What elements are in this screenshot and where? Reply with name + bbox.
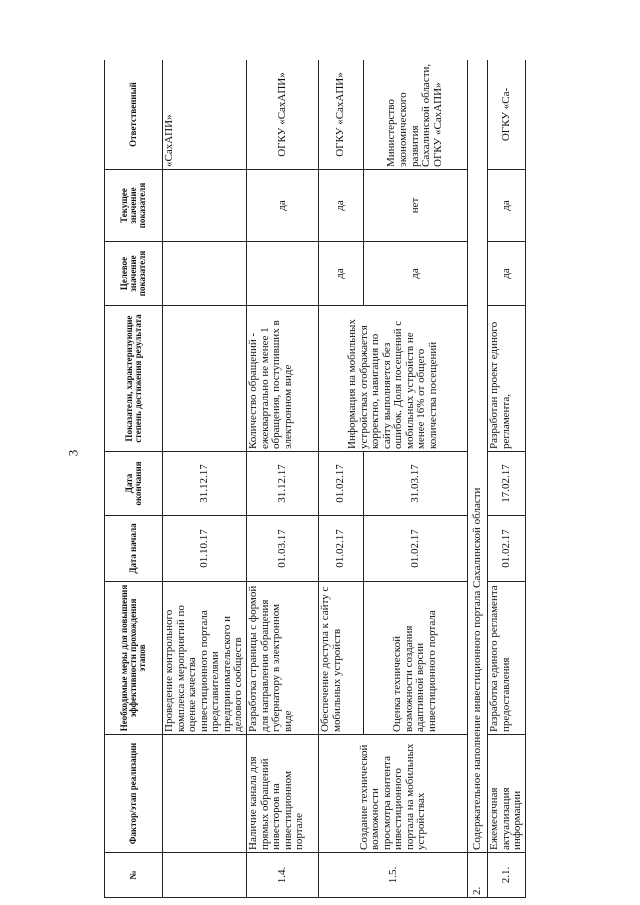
header-responsible: Ответственный <box>105 60 163 170</box>
page-number <box>66 0 80 905</box>
header-num: № <box>105 853 163 898</box>
row15a-target: да <box>319 242 363 306</box>
row0-indicators <box>163 306 247 452</box>
row15a-start: 01.02.17 <box>319 516 363 582</box>
row15b-target: да <box>363 242 467 306</box>
row15a-end: 01.02.17 <box>319 452 363 516</box>
row0-current <box>163 170 247 242</box>
header-row <box>105 60 163 898</box>
row15a-current: да <box>319 170 363 242</box>
header-target: Целевое значение показателя <box>105 242 163 306</box>
header-end: Дата окончания <box>105 452 163 516</box>
row21-num: 2.1. <box>488 853 526 898</box>
row14-num: 1.4. <box>247 853 319 898</box>
row15-indicators: Информация на мобильных устройствах отображается корректно, навигация по сайту выполняется без ошибок. Доля посещений с мобильных устройств не менее 16% от общего количества посещений <box>319 306 468 452</box>
row21-measures: Разработка единого регламента предоставления <box>488 582 526 735</box>
header-factor: Фактор/этап реализации <box>105 735 163 853</box>
row14-start: 01.03.17 <box>247 516 319 582</box>
row0-target <box>163 242 247 306</box>
header-indicators: Показатели, характеризующие степень достижения результата <box>105 306 163 452</box>
row15-num: 1.5. <box>319 853 468 898</box>
row0-end: 31.12.17 <box>163 452 247 516</box>
row15b-measures: Оценка технической возможности создания адаптивной версии инвестиционного портала <box>363 582 467 735</box>
row21-indicators: Разработан проект единого регламента, <box>488 306 526 452</box>
row15b-current: нет <box>363 170 467 242</box>
row14-target <box>247 242 319 306</box>
row15b-start: 01.02.17 <box>363 516 467 582</box>
row21-end: 17.02.17 <box>488 452 526 516</box>
row0-num <box>163 853 247 898</box>
table-row <box>163 60 247 898</box>
row14-current: да <box>247 170 319 242</box>
row0-start: 01.10.17 <box>163 516 247 582</box>
row15a-measures: Обеспечение доступа к сайту с мобильных устройств <box>319 582 363 735</box>
header-measures: Необходимые меры для повышения эффективности прохождения этапов <box>105 582 163 735</box>
section2-num: 2. <box>468 853 488 898</box>
row14-measures: Разработка страницы с формой для направления обращения губернатору в электронном виде <box>247 582 319 735</box>
row21-target: да <box>488 242 526 306</box>
row21-factor: Ежемесячная актуализация информации <box>488 735 526 853</box>
page-number-text: 3 <box>65 449 80 456</box>
row21-current: да <box>488 170 526 242</box>
row21-responsible: ОГКУ «Са- <box>488 60 526 170</box>
row0-responsible: «СахАПИ» <box>163 60 247 170</box>
header-start: Дата начала <box>105 516 163 582</box>
action-plan-table <box>104 60 526 898</box>
table-row <box>247 60 319 898</box>
row14-factor: Наличие канала для прямых обращений инвесторов на инвестиционном портале <box>247 735 319 853</box>
row0-factor <box>163 735 247 853</box>
row14-responsible: ОГКУ «СахАПИ» <box>247 60 319 170</box>
row21-start: 01.02.17 <box>488 516 526 582</box>
table-row <box>319 60 363 898</box>
row14-end: 31.12.17 <box>247 452 319 516</box>
row15-factor: Создание технической возможности просмотра контента инвестиционного портала на мобильных устройствах <box>319 735 468 853</box>
section-row <box>468 60 488 898</box>
row15b-responsible: Министерство экономического развития Сахалинской области, ОГКУ «СахАПИ» <box>363 60 467 170</box>
table-frame <box>104 60 526 898</box>
section2-title: Содержательное наполнение инвестиционного портала Сахалинской области <box>468 60 488 853</box>
row15b-end: 31.03.17 <box>363 452 467 516</box>
rotated-table <box>104 60 526 898</box>
row15a-responsible: ОГКУ «СахАПИ» <box>319 60 363 170</box>
row14-indicators: Количество обращений - ежеквартально не менее 1 обращения, поступивших в электронном виде <box>247 306 319 452</box>
row0-measures: Проведение контрольного комплекса мероприятий по оценке качества инвестиционного портала представителями предпринимательского и делового сообществ <box>163 582 247 735</box>
table-row <box>488 60 526 898</box>
header-current: Текущее значение показателя <box>105 170 163 242</box>
